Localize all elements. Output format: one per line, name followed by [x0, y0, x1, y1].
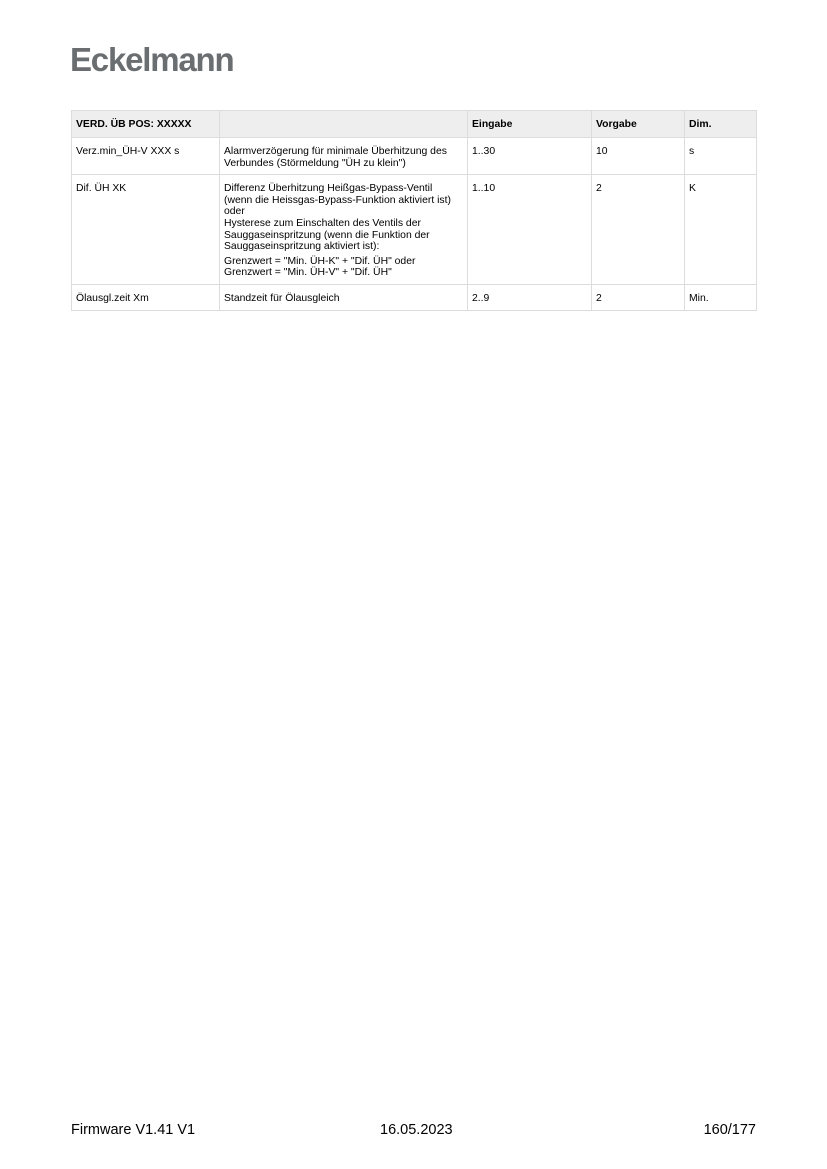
parameter-name: Verz.min_ÜH-V XXX s — [72, 138, 220, 175]
parameter-vorgabe: 2 — [592, 175, 685, 285]
table-row — [72, 284, 757, 310]
footer-date: 16.05.2023 — [380, 1122, 453, 1138]
parameter-vorgabe: 2 — [592, 284, 685, 310]
description-paragraph: Grenzwert = "Min. ÜH-K" + "Dif. ÜH" oder Grenzwert = "Min. ÜH-V" + "Dif. ÜH" — [224, 255, 416, 279]
parameter-description — [220, 175, 468, 285]
parameter-eingabe: 2..9 — [468, 284, 592, 310]
table-row — [72, 138, 757, 175]
column-header-eingabe: Eingabe — [468, 111, 592, 138]
description-paragraph: Differenz Überhitzung Heißgas-Bypass-Ventil (wenn die Heissgas-Bypass-Funktion aktiviert ist) oder Hysterese zum Einschalten des Ventils der Sauggaseinspritzung (wenn die Funktion der Sauggaseinspritzung aktiviert ist): — [224, 183, 451, 253]
column-header-description — [220, 111, 468, 138]
parameter-name: Ölausgl.zeit Xm — [72, 284, 220, 310]
parameter-dim: K — [685, 175, 757, 285]
parameter-vorgabe: 10 — [592, 138, 685, 175]
column-header-parameter: VERD. ÜB POS: XXXXX — [72, 111, 220, 138]
parameter-dim: Min. — [685, 284, 757, 310]
description-paragraph: Standzeit für Ölausgleich — [224, 292, 340, 304]
parameter-description — [220, 284, 468, 310]
footer-firmware: Firmware V1.41 V1 — [71, 1122, 196, 1138]
parameter-eingabe: 1..30 — [468, 138, 592, 175]
table-header-row — [72, 111, 757, 138]
column-header-dim: Dim. — [685, 111, 757, 138]
parameter-eingabe: 1..10 — [468, 175, 592, 285]
footer-page-number: 160/177 — [703, 1122, 756, 1138]
description-paragraph: Alarmverzögerung für minimale Überhitzung des Verbundes (Störmeldung "ÜH zu klein") — [224, 146, 447, 169]
parameter-description — [220, 138, 468, 175]
parameter-name: Dif. ÜH XK — [72, 175, 220, 285]
parameter-table — [71, 110, 757, 311]
column-header-vorgabe: Vorgabe — [592, 111, 685, 138]
parameter-dim: s — [685, 138, 757, 175]
table-row — [72, 175, 757, 285]
eckelmann-logo: Eckelmann — [70, 41, 234, 78]
